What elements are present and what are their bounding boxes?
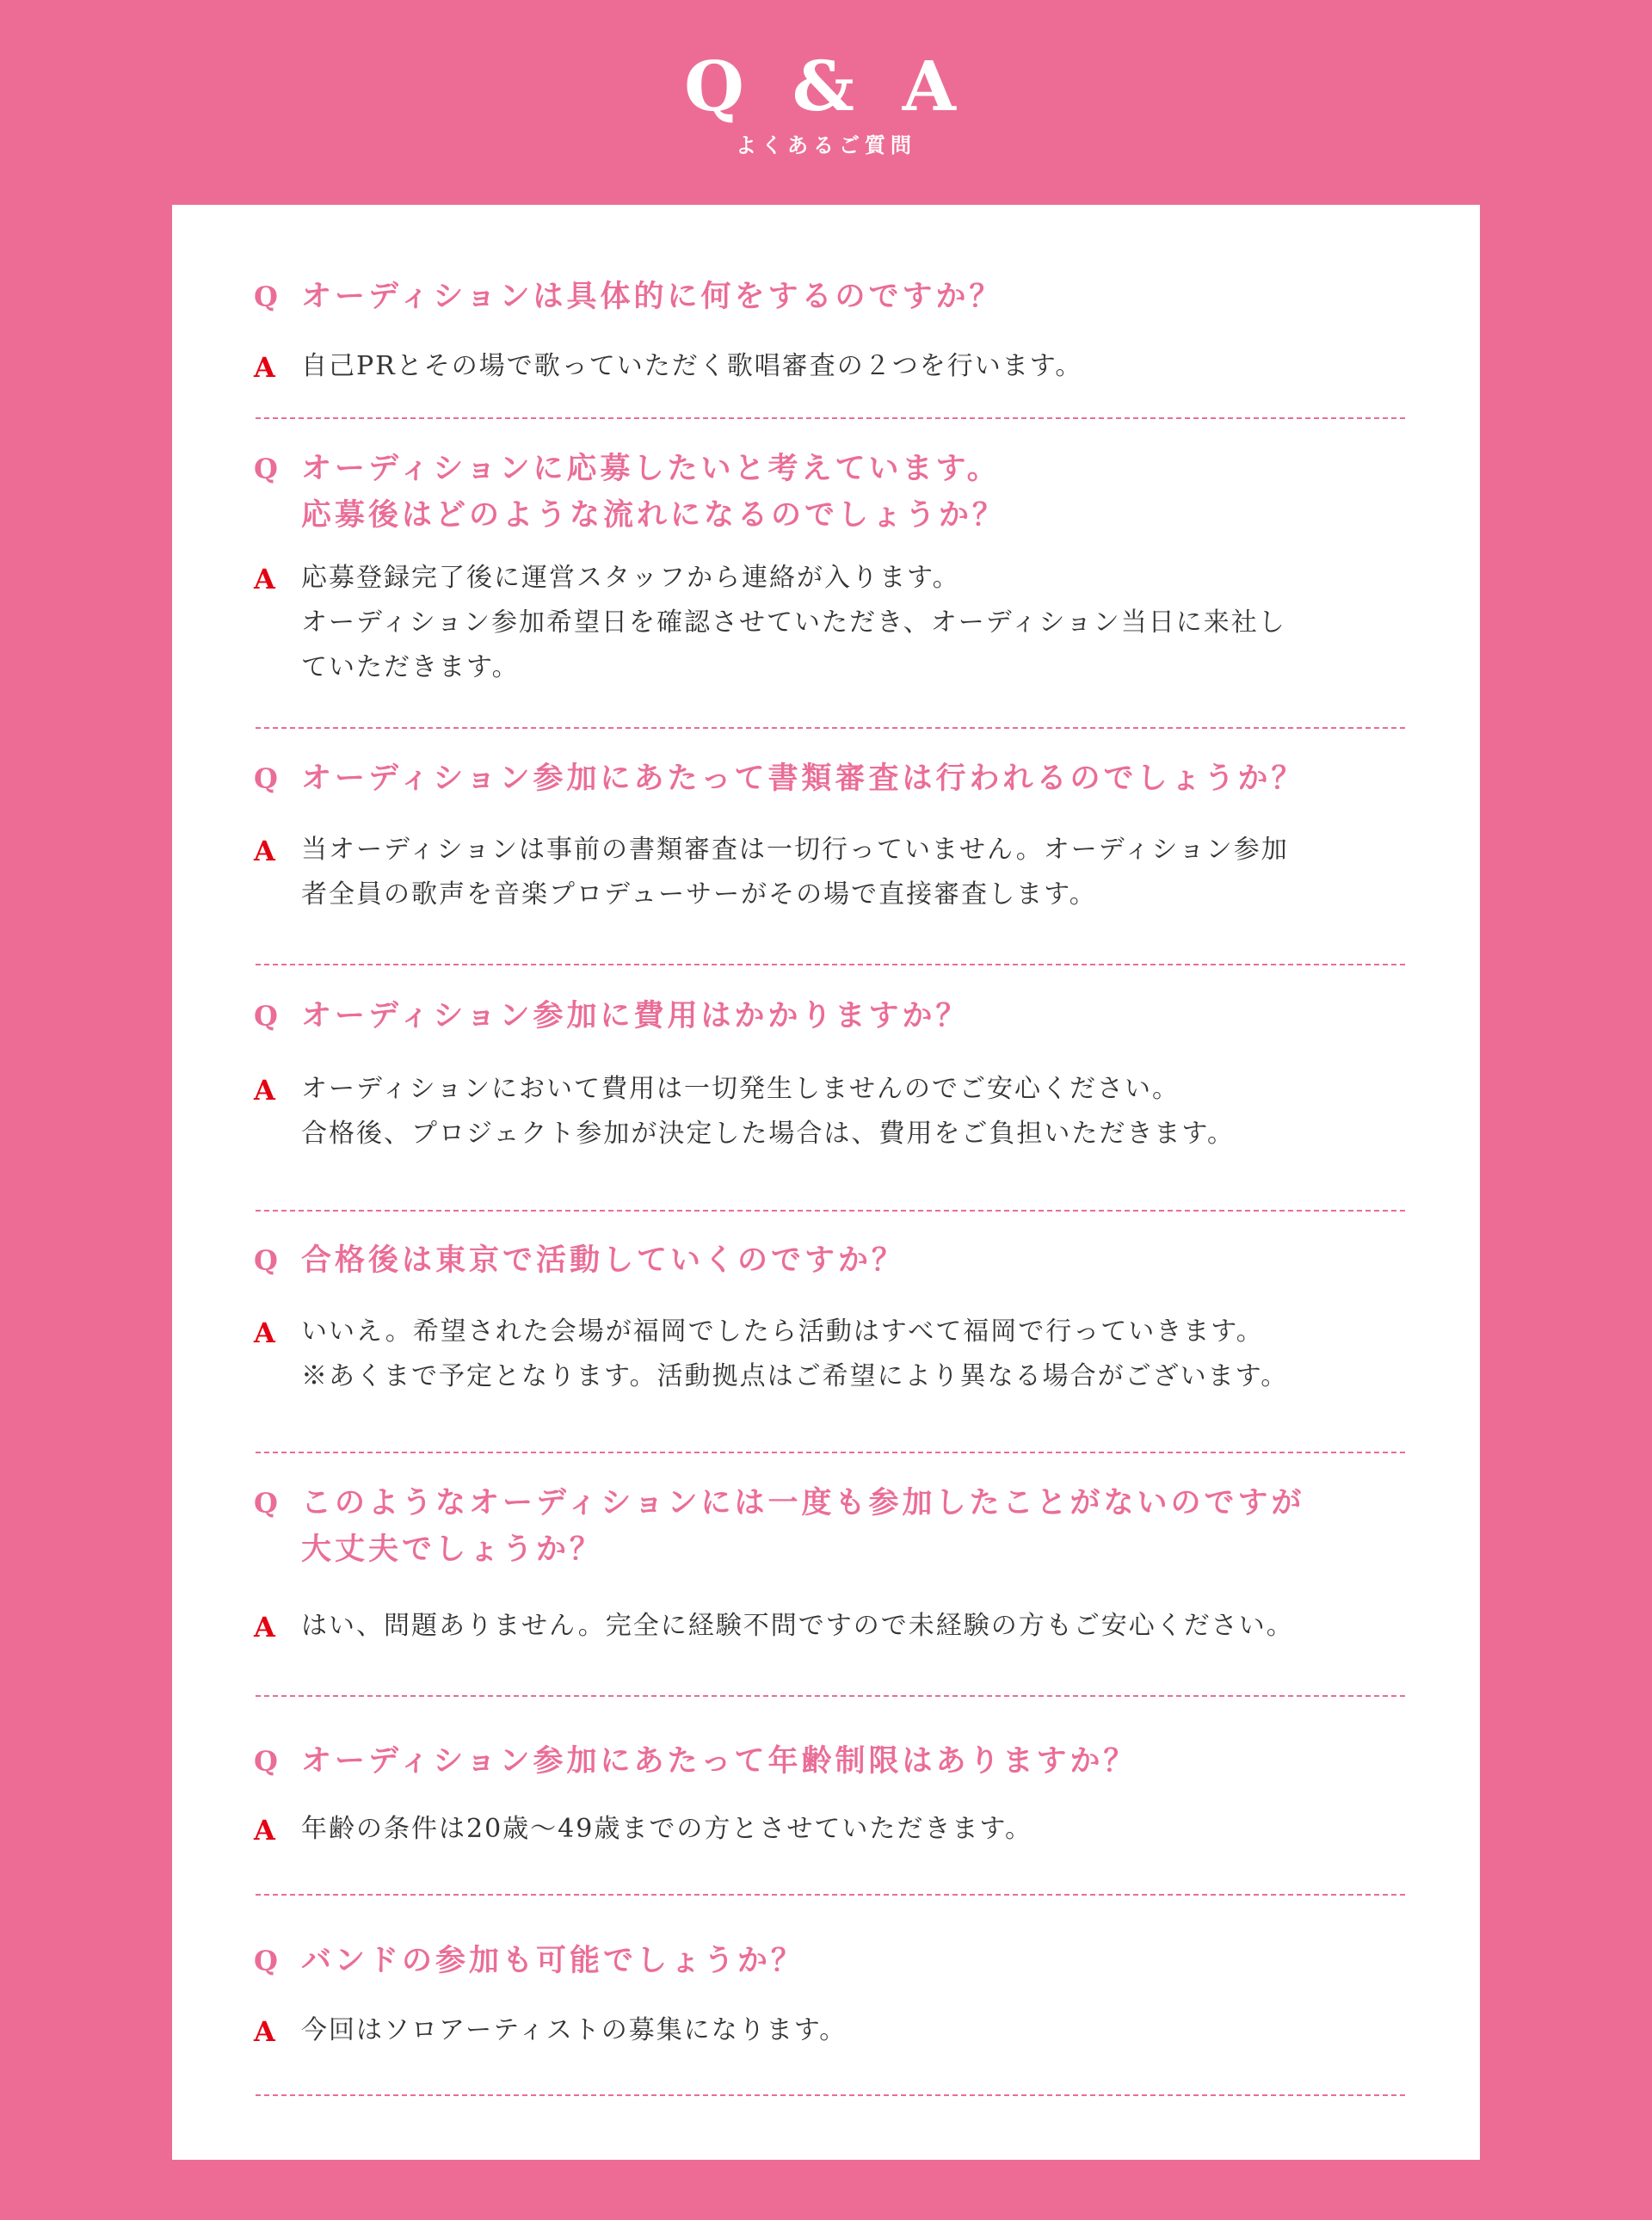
faq-divider bbox=[256, 1452, 1405, 1453]
question-mark: Q bbox=[254, 1244, 278, 1277]
answer-mark: A bbox=[254, 1074, 275, 1107]
faq-divider bbox=[256, 1210, 1405, 1212]
faq-divider bbox=[256, 417, 1405, 419]
answer-mark: A bbox=[254, 1814, 275, 1847]
faq-divider bbox=[256, 964, 1405, 965]
answer-mark: A bbox=[254, 2015, 275, 2048]
answer-mark: A bbox=[254, 1611, 275, 1643]
faq-question: オーディション参加にあたって書類審査は行われるのでしょうか？ bbox=[301, 761, 1305, 796]
faq-question: このようなオーディションには一度も参加したことがないのですが 大丈夫でしょうか？ bbox=[301, 1485, 1305, 1567]
faq-answer: はい、問題ありません。完全に経験不問ですので未経験の方もご安心ください。 bbox=[301, 1611, 1294, 1641]
faq-answer: 今回はソロアーティストの募集になります。 bbox=[301, 2015, 848, 2045]
page-title: Q & A bbox=[684, 46, 968, 126]
question-mark: Q bbox=[254, 1745, 278, 1778]
question-mark: Q bbox=[254, 281, 278, 313]
faq-answer: 年齢の条件は20歳〜49歳までの方とさせていただきます。 bbox=[301, 1814, 1032, 1844]
faq-answer: オーディションにおいて費用は一切発生しませんのでご安心ください。 合格後、プロジェクト参加が決定した場合は、費用をご負担いただきます。 bbox=[301, 1074, 1235, 1149]
faq-divider bbox=[256, 1695, 1405, 1697]
faq-card bbox=[172, 205, 1480, 2160]
page-subtitle: よくあるご質問 bbox=[736, 133, 916, 157]
faq-answer: いいえ。希望された会場が福岡でしたら活動はすべて福岡で行っていきます。 ※あくまで予定となります。活動拠点はご希望により異なる場合がございます。 bbox=[301, 1317, 1289, 1391]
faq-divider bbox=[256, 727, 1405, 729]
answer-mark: A bbox=[254, 563, 275, 595]
answer-mark: A bbox=[254, 351, 275, 384]
faq-question: オーディション参加に費用はかかりますか？ bbox=[301, 998, 970, 1033]
faq-question: 合格後は東京で活動していくのですか？ bbox=[301, 1243, 906, 1278]
faq-question: オーディションは具体的に何をするのですか？ bbox=[301, 279, 1003, 314]
faq-question: オーディション参加にあたって年齢制限はありますか？ bbox=[301, 1743, 1137, 1779]
question-mark: Q bbox=[254, 1487, 278, 1520]
faq-divider bbox=[256, 2094, 1405, 2096]
faq-question: バンドの参加も可能でしょうか？ bbox=[301, 1943, 805, 1978]
faq-answer: 当オーディションは事前の書類審査は一切行っていません。オーディション参加 者全員の歌声を音楽プロデューサーがその場で直接審査します。 bbox=[301, 835, 1289, 910]
faq-answer: 自己PRとその場で歌っていただく歌唱審査の２つを行います。 bbox=[301, 351, 1083, 381]
question-mark: Q bbox=[254, 1000, 278, 1033]
answer-mark: A bbox=[254, 1317, 275, 1349]
question-mark: Q bbox=[254, 1945, 278, 1977]
faq-divider bbox=[256, 1894, 1405, 1896]
faq-answer: 応募登録完了後に運営スタッフから連絡が入ります。 オーディション参加希望日を確認させていただき、オーディション当日に来社し ていただきます。 bbox=[301, 563, 1286, 682]
faq-question: オーディションに応募したいと考えています。 応募後はどのような流れになるのでしょうか？ bbox=[301, 451, 1007, 533]
question-mark: Q bbox=[254, 453, 278, 485]
answer-mark: A bbox=[254, 835, 275, 867]
page-header bbox=[0, 0, 1652, 205]
question-mark: Q bbox=[254, 762, 278, 795]
